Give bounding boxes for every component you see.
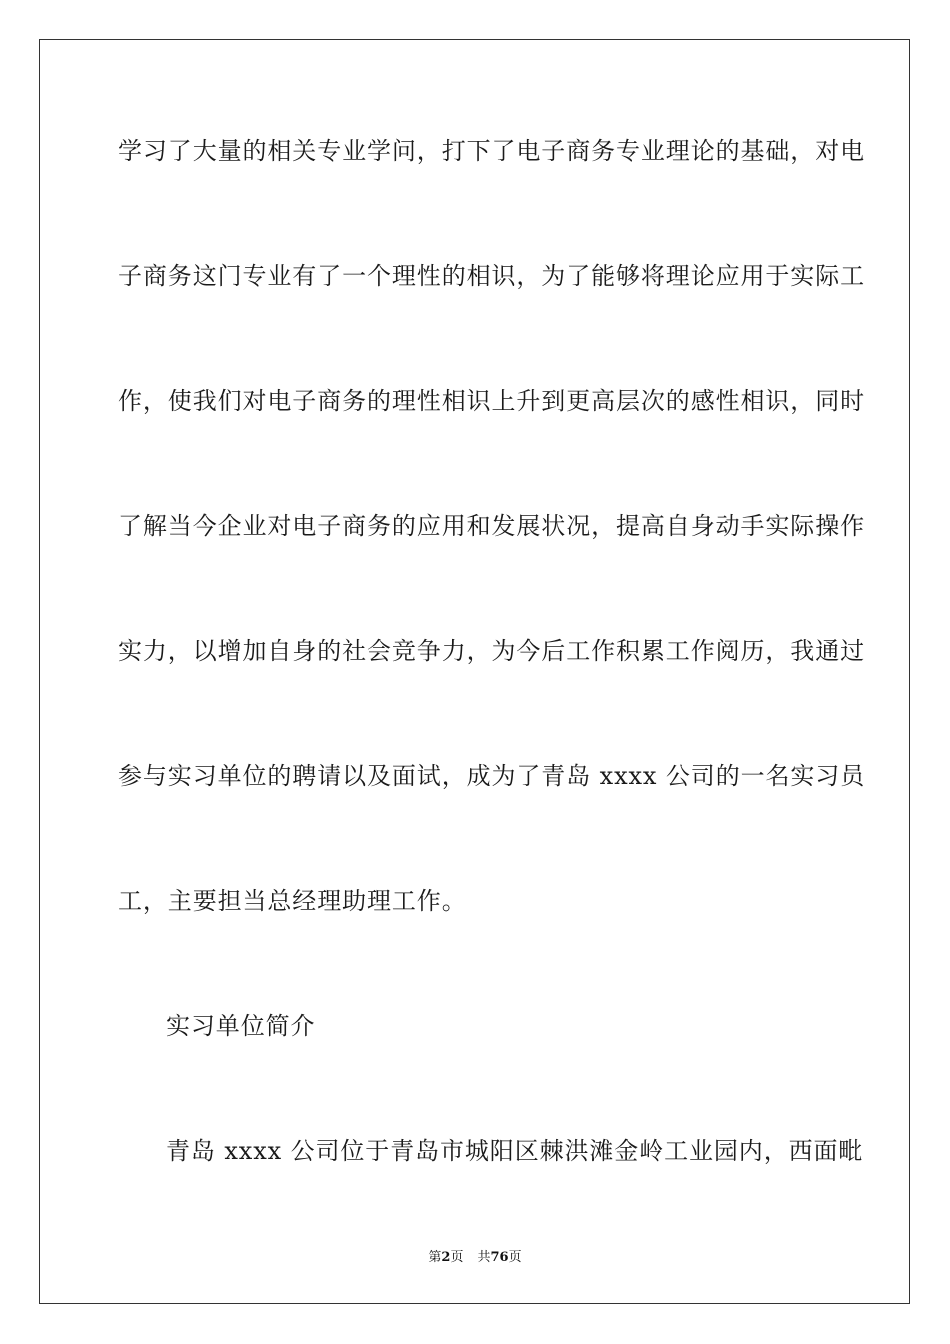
paragraph-first-line: 青岛 xxxx 公司位于青岛市城阳区棘洪滩金岭工业园内，西面毗 [166, 1137, 864, 1165]
body-text-line: 工，主要担当总经理助理工作。 [118, 887, 467, 915]
body-text-line: 作，使我们对电子商务的理性相识上升到更高层次的感性相识，同时 [118, 387, 865, 415]
body-text-line: 了解当今企业对电子商务的应用和发展状况，提高自身动手实际操作 [118, 512, 865, 540]
body-text-line: 子商务这门专业有了一个理性的相识，为了能够将理论应用于实际工 [118, 262, 865, 290]
page-footer [0, 1250, 950, 1266]
body-text-line: 实力，以增加自身的社会竞争力，为今后工作积累工作阅历，我通过 [118, 637, 865, 665]
total-suffix: 页 [508, 1250, 522, 1265]
page-number: 2 [441, 1250, 451, 1265]
page-border [39, 39, 910, 1304]
page-suffix: 页 [450, 1250, 464, 1265]
body-text-line: 学习了大量的相关专业学问，打下了电子商务专业理论的基础，对电 [118, 137, 865, 165]
section-heading: 实习单位简介 [166, 1012, 316, 1040]
total-prefix: 共 [477, 1250, 491, 1265]
page-prefix: 第 [428, 1250, 442, 1265]
body-text-line: 参与实习单位的聘请以及面试，成为了青岛 xxxx 公司的一名实习员 [118, 762, 866, 790]
total-pages: 76 [490, 1250, 509, 1265]
